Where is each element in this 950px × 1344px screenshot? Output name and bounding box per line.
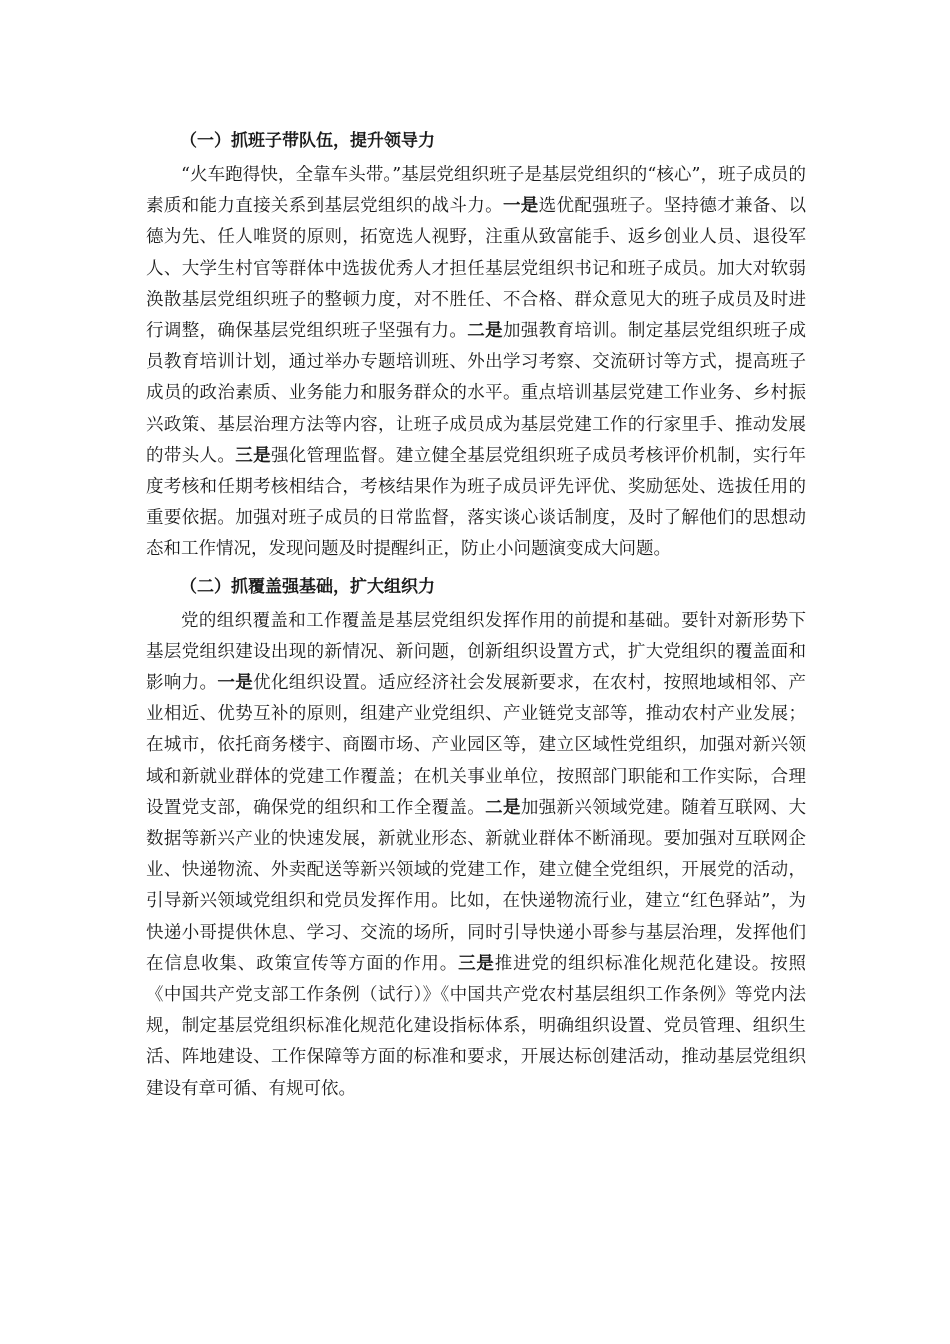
document-body — [146, 122, 806, 1105]
section-2-point-1: 优化组织设置。适应经济社会发展新要求，在农村，按照地域相邻、产业相近、优势互补的原则，组建产业党组织、产业链党支部等，推动农村产业发展；在城市，依托商务楼宇、商圈市场、产业园区等，建立区域性党组织，加强对新兴领域和新就业群体的党建工作覆盖；在机关事业单位，按照部门职能和工作实际，合理设置党支部，确保党的组织和工作全覆盖。 — [146, 673, 807, 818]
section-2-point-2: 加强新兴领域党建。随着互联网、大数据等新兴产业的快速发展，新就业形态、新就业群体不断涌现。要加强对互联网企业、快递物流、外卖配送等新兴领域的党建工作，建立健全党组织，开展党的活动，引导新兴领域党组织和党员发挥作用。比如，在快递物流行业，建立“红色驿站”，为快递小哥提供休息、学习、交流的场所，同时引导快递小哥参与基层治理，发挥他们在信息收集、政策宣传等方面的作用。 — [146, 797, 807, 974]
section-1-intro: “火车跑得快，全靠车头带。”基层党组织班子是基层党组织的“核心”，班子成员的素质和能力直接关系到基层党组织的战斗力。 — [146, 165, 806, 217]
section-1-point-2: 加强教育培训。制定基层党组织班子成员教育培训计划，通过举办专题培训班、外出学习考察、交流研讨等方式，提高班子成员的政治素质、业务能力和服务群众的水平。重点培训基层党建工作业务、乡村振兴政策、基层治理方法等内容，让班子成员成为基层党建工作的行家里手、推动发展的带头人。 — [146, 321, 807, 466]
section-2-keyword-1: 一是 — [217, 673, 254, 694]
section-1-keyword-3: 三是 — [235, 445, 271, 466]
section-2-keyword-2: 二是 — [485, 797, 521, 818]
section-2-keyword-3: 三是 — [458, 953, 495, 974]
section-1-keyword-1: 一是 — [502, 196, 539, 217]
section-1-point-1: 选优配强班子。坚持德才兼备、以德为先、任人唯贤的原则，拓宽选人视野，注重从致富能手、返乡创业人员、退役军人、大学生村官等群体中选拔优秀人才担任基层党组织书记和班子成员。加大对软弱涣散基层党组织班子的整顿力度，对不胜任、不合格、群众意见大的班子成员及时进行调整，确保基层党组织班子坚强有力。 — [146, 196, 807, 342]
section-1-heading: （一）抓班子带队伍，提升领导力 — [180, 131, 435, 151]
section-2-heading: （二）抓覆盖强基础，扩大组织力 — [180, 576, 435, 597]
section-1-point-3: 强化管理监督。建立健全基层党组织班子成员考核评价机制，实行年度考核和任期考核相结合，考核结果作为班子成员评先评优、奖励惩处、选拔任用的重要依据。加强对班子成员的日常监督，落实谈心谈话制度，及时了解他们的思想动态和工作情况，发现问题及时提醒纠正，防止小问题演变成大问题。 — [146, 445, 807, 560]
section-2-paragraph — [146, 606, 806, 1105]
section-1-keyword-2: 二是 — [467, 321, 503, 342]
section-2-intro: 党的组织覆盖和工作覆盖是基层党组织发挥作用的前提和基础。要针对新形势下基层党组织建设出现的新情况、新问题，创新组织设置方式，扩大党组织的覆盖面和影响力。 — [146, 610, 806, 694]
section-2-point-3: 推进党的组织标准化规范化建设。按照《中国共产党支部工作条例（试行）》《中国共产党农村基层组织工作条例》等党内法规，制定基层党组织标准化规范化建设指标体系，明确组织设置、党员管理、组织生活、阵地建设、工作保障等方面的标准和要求，开展达标创建活动，推动基层党组织建设有章可循、有规可依。 — [146, 953, 807, 1099]
section-1-paragraph — [146, 160, 806, 566]
